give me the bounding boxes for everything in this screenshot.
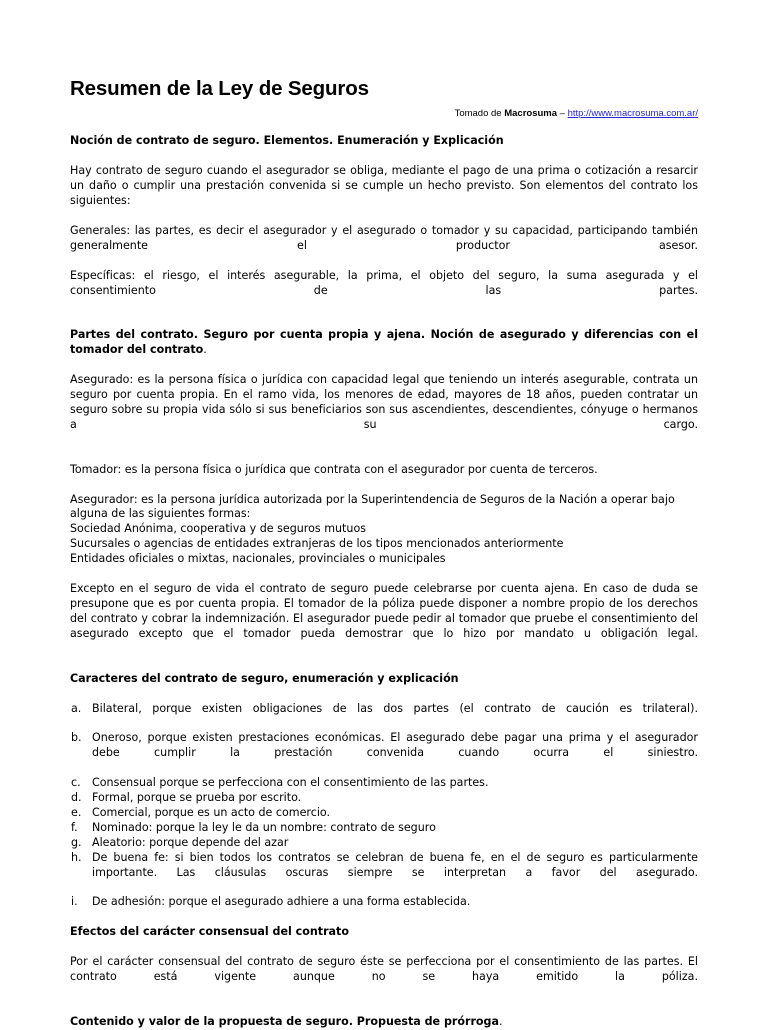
list-item [70,806,698,821]
section-heading-2 [70,328,698,358]
section-heading-3 [70,672,698,687]
list-item [70,702,698,732]
list-item-text: Aleatorio: porque depende del azar [92,835,289,849]
list-item-text: De buena fe: si bien todos los contratos se celebran de buena fe, en el de seguro es particularmente importante. Las cláusulas oscuras siempre se interpretan a favor del asegurado. [92,850,698,879]
section-heading-1 [70,134,698,149]
list-item-marker: g. [71,835,82,849]
list-item-text: Bilateral, porque existen obligaciones de las dos partes (el contrato de caución es trilateral). [92,701,698,715]
section-heading-5 [70,1015,698,1030]
list-item [70,895,698,910]
list-item [70,776,698,791]
list-item-text: De adhesión: porque el asegurado adhiere a una forma establecida. [92,895,471,909]
paragraph-2-3: Asegurador: es la persona jurídica autorizada por la Superintendencia de Seguros de la Nación a operar bajo alguna de las siguientes formas: [70,492,675,521]
list-item-text: Formal, porque se prueba por escrito. [92,790,302,804]
list-item [70,821,698,836]
paragraph-2-5: Sucursales o agencias de entidades extranjeras de los tipos mencionados anteriormente [70,537,564,551]
list-item-text: Nominado: porque la ley le da un nombre: contrato de seguro [92,820,436,834]
paragraph-4-1: Por el carácter consensual del contrato de seguro éste se perfecciona por el consentimiento de las partes. El contrato está vigente aunque no se haya emitido la póliza. [70,955,698,984]
section-heading-4 [70,925,698,940]
paragraph-2-6: Entidades oficiales o mixtas, nacionales, provinciales o municipales [70,552,446,566]
list-item [70,851,698,896]
list-item-marker: i. [71,895,78,909]
list-item [70,731,698,776]
section-heading-2-text: Partes del contrato. Seguro por cuenta propia y ajena. Noción de asegurado y diferencias con el tomador del contrato [70,328,698,357]
list-item-marker: c. [71,776,81,790]
list-item-marker: e. [71,805,82,819]
paragraph-1-2: Generales: las partes, es decir el asegurador y el asegurado o tomador y su capacidad, participando también generalmente el productor asesor. [70,223,698,252]
section-heading-3-text: Caracteres del contrato de seguro, enumeración y explicación [70,671,459,685]
source-url-link[interactable]: http://www.macrosuma.com.ar/ [567,107,698,119]
paragraph-2-2: Tomador: es la persona física o jurídica que contrata con el asegurador por cuenta de terceros. [70,462,598,476]
paragraph-2-7: Excepto en el seguro de vida el contrato de seguro puede celebrarse por cuenta ajena. En caso de duda se presupone que es por cuenta propia. El tomador de la póliza puede disponer a nombre propio de los derechos del contrato y cobrar la indemnización. El asegurador puede pedir al tomador que pruebe el consentimiento del asegurado excepto que el tomador pueda demostrar que lo hizo por mandato u obligación legal. [70,582,698,640]
attribution-prefix: Tomado de [454,107,505,119]
paragraph-1-1: Hay contrato de seguro cuando el asegurador se obliga, mediante el pago de una prima o cotización a resarcir un daño o cumplir una prestación convenida si se cumple un hecho previsto. Son elementos del contrato los siguientes: [70,164,698,208]
list-item [70,836,698,851]
section-heading-1-text: Noción de contrato de seguro. Elementos. Enumeración y Explicación [70,134,504,148]
section-heading-2-trail: . [203,343,207,357]
list-item-text: Comercial, porque es un acto de comercio. [92,805,331,819]
paragraph-1-3: Específicas: el riesgo, el interés asegurable, la prima, el objeto del seguro, la suma asegurada y el consentimiento de las partes. [70,268,698,297]
list-item-text: Consensual porque se perfecciona con el consentimiento de las partes. [92,776,489,790]
list-item-marker: h. [71,850,82,864]
list-item-marker: a. [71,701,82,715]
paragraph-2-4: Sociedad Anónima, cooperativa y de seguros mutuos [70,522,367,536]
attribution-separator: – [557,107,568,119]
list-item [70,791,698,806]
attribution-source: Macrosuma [504,107,558,119]
list-item-text: Oneroso, porque existen prestaciones económicas. El asegurado debe pagar una prima y el asegurador debe cumplir la prestación convenida cuando ocurra el siniestro. [92,731,698,760]
section-heading-5-trail: . [498,1014,503,1028]
section-heading-5-text: Contenido y valor de la propuesta de seguro. Propuesta de prórroga [70,1014,499,1028]
list-item-marker: b. [71,731,82,745]
page-title: Resumen de la Ley de Seguros [70,77,369,100]
paragraph-2-1: Asegurado: es la persona física o jurídica con capacidad legal que teniendo un interés asegurable, contrata un seguro por cuenta propia. En el ramo vida, los menores de edad, mayores de 18 años, pueden contratar un seguro sobre su propia vida sólo si sus beneficiarios son sus ascendientes, descendientes, cónyuge o hermanos a su cargo. [70,373,698,431]
list-item-marker: f. [71,820,78,834]
caracteres-list [70,702,698,911]
section-heading-4-text: Efectos del carácter consensual del contrato [70,925,349,939]
list-item-marker: d. [71,790,82,804]
attribution-line [70,108,698,119]
document-body [70,78,698,1030]
